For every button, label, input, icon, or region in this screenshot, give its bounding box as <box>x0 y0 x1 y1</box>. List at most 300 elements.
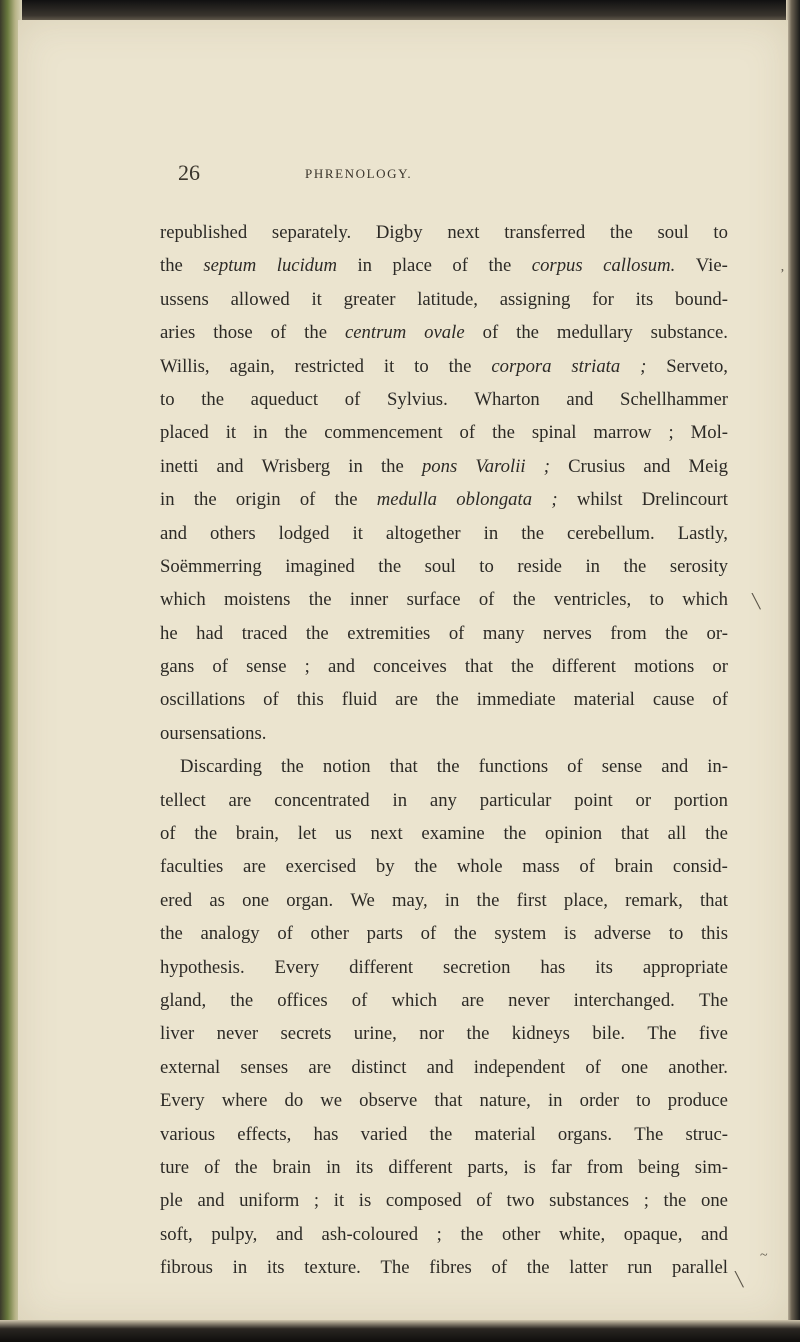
text-word: for <box>592 288 614 310</box>
text-word: whilst <box>576 489 623 511</box>
text-word: cerebellum. <box>567 522 655 544</box>
text-line <box>160 1118 728 1151</box>
text-word: independent <box>473 1056 566 1078</box>
text-line <box>160 817 728 850</box>
text-word: medulla <box>376 489 437 511</box>
text-word: to <box>479 555 494 577</box>
text-word: opaque, <box>623 1223 683 1245</box>
text-word: Willis, <box>160 355 210 377</box>
margin-mark: ’ <box>780 267 785 282</box>
text-word: in <box>444 889 460 911</box>
text-word: senses <box>240 1056 289 1078</box>
text-word: other <box>310 923 349 945</box>
margin-mark: ╲ <box>735 1273 744 1288</box>
text-line <box>160 216 728 249</box>
text-word: run <box>627 1257 653 1279</box>
text-word: the <box>488 255 512 277</box>
text-word: placed <box>160 422 209 444</box>
text-word: system <box>494 923 547 945</box>
text-word: the <box>665 622 688 644</box>
text-word: parallel <box>671 1257 728 1279</box>
text-line <box>160 1151 728 1184</box>
margin-mark: ╲ <box>752 595 761 610</box>
text-word: inner <box>349 589 389 611</box>
text-word: two <box>506 1190 535 1212</box>
text-word: this <box>700 923 728 945</box>
text-word: The <box>634 1123 664 1145</box>
text-word: concentrated <box>274 789 370 811</box>
text-word: origin <box>235 489 281 511</box>
text-word: it <box>311 288 322 310</box>
text-word: its <box>266 1257 285 1279</box>
text-word: the <box>466 1023 490 1045</box>
text-word: the <box>308 589 332 611</box>
scan-right-edge <box>786 0 800 1342</box>
text-word: in <box>326 1156 341 1178</box>
text-word: ussens <box>160 288 209 310</box>
text-word: marrow <box>593 422 652 444</box>
text-word: Sylvius. <box>386 388 448 410</box>
text-word: cause <box>652 689 695 711</box>
text-word: altogether <box>385 522 461 544</box>
text-word: substances <box>549 1190 630 1212</box>
text-word: the <box>521 522 545 544</box>
text-word: and <box>426 1056 454 1078</box>
text-line <box>160 1084 728 1117</box>
text-word: ; <box>551 489 558 511</box>
text-word: all <box>667 823 687 845</box>
text-word: fluid <box>341 689 378 711</box>
text-word: of <box>160 823 176 845</box>
text-word: of <box>420 923 437 945</box>
body-text <box>160 216 728 1285</box>
text-word: aries <box>160 322 196 344</box>
text-word: ; <box>643 1190 649 1212</box>
text-word: secretion <box>443 956 511 978</box>
text-word: the <box>378 555 402 577</box>
text-word: spinal <box>531 422 577 444</box>
text-word: brain, <box>235 823 279 845</box>
text-word: brain <box>614 856 654 878</box>
text-word: exercised <box>285 856 357 878</box>
text-word: next <box>370 823 403 845</box>
text-word: the <box>429 1123 453 1145</box>
text-word: struc- <box>685 1123 728 1145</box>
text-word: of <box>448 622 465 644</box>
text-word: septum <box>203 255 257 277</box>
text-word: ; <box>313 1190 320 1212</box>
text-line <box>160 1218 728 1251</box>
text-word: are <box>243 856 266 878</box>
text-word: Mol- <box>690 422 728 444</box>
text-word: another. <box>668 1056 728 1078</box>
text-word: different <box>349 956 414 978</box>
text-word: as <box>209 889 225 911</box>
text-word: The <box>380 1257 410 1279</box>
text-word: it <box>383 355 395 377</box>
text-word: in <box>160 489 175 511</box>
text-word: the <box>448 355 472 377</box>
text-word: Vie- <box>695 255 728 277</box>
text-word: oblongata <box>456 489 533 511</box>
text-word: Schellhammer <box>620 388 728 410</box>
text-word: secrets <box>280 1023 332 1045</box>
text-word: ash-coloured <box>321 1223 419 1245</box>
text-word: extremities <box>347 622 431 644</box>
text-word: which <box>160 589 206 611</box>
text-word: from <box>610 622 647 644</box>
text-word: whole <box>456 856 503 878</box>
text-word: which <box>682 589 728 611</box>
text-line <box>160 650 728 683</box>
text-word: gans <box>160 656 195 678</box>
text-line <box>160 884 728 917</box>
text-word: the <box>516 322 539 344</box>
text-word: observe <box>359 1090 418 1112</box>
text-word: nor <box>419 1023 445 1045</box>
text-word: and <box>643 455 671 477</box>
text-word: examine <box>421 823 485 845</box>
text-word: the <box>623 555 647 577</box>
text-word: in <box>357 255 373 277</box>
text-word: of <box>459 422 476 444</box>
text-word: striata <box>571 355 621 377</box>
text-word: that <box>464 656 493 678</box>
text-line <box>160 316 728 349</box>
text-word: ovale <box>424 322 465 344</box>
text-word: in <box>483 522 499 544</box>
text-line <box>160 951 728 984</box>
text-word: Serveto, <box>666 355 728 377</box>
text-word: of <box>452 255 468 277</box>
text-word: sim- <box>694 1156 728 1178</box>
text-word: of <box>212 656 228 678</box>
text-word: greater <box>343 288 396 310</box>
text-word: aqueduct <box>250 388 319 410</box>
text-word: may, <box>391 889 428 911</box>
text-word: motions <box>634 656 695 678</box>
text-word: Wharton <box>474 388 540 410</box>
text-word: the <box>281 756 304 778</box>
text-word: point <box>574 789 613 811</box>
text-word: external <box>160 1056 221 1078</box>
text-word: to <box>636 1090 651 1112</box>
text-word: and <box>661 756 689 778</box>
text-word: the <box>476 889 500 911</box>
text-word: in <box>348 455 363 477</box>
text-word: corpora <box>491 355 552 377</box>
text-word: centrum <box>344 322 407 344</box>
text-word: first <box>516 889 547 911</box>
text-word: white, <box>558 1223 606 1245</box>
text-word: sense <box>601 756 643 778</box>
text-word: had <box>196 622 224 644</box>
text-word: the <box>460 1223 484 1245</box>
text-word: the <box>201 388 225 410</box>
text-word: separately. <box>271 222 352 243</box>
text-word: Every <box>274 956 320 978</box>
text-word: let <box>297 823 317 845</box>
text-word: many <box>482 622 525 644</box>
text-word: ; <box>436 1223 442 1245</box>
text-word: its <box>355 1156 374 1178</box>
text-word: moistens <box>223 589 291 611</box>
text-word: by <box>375 856 395 878</box>
text-word: particular <box>479 789 552 811</box>
text-word: in <box>547 1090 563 1112</box>
text-word: ture <box>160 1156 190 1178</box>
text-word: Discarding <box>180 756 262 778</box>
text-word: nature, <box>479 1090 531 1112</box>
text-word: fibrous <box>160 1257 213 1279</box>
page-number: 26 <box>178 160 200 185</box>
text-word: are <box>308 1056 332 1078</box>
text-word: the <box>230 989 254 1011</box>
text-word: Crusius <box>568 455 626 477</box>
text-word: again, <box>229 355 275 377</box>
text-word: has <box>540 956 566 978</box>
text-word: the <box>453 923 477 945</box>
text-word: sense <box>246 656 287 678</box>
text-word: different <box>551 656 616 678</box>
text-word: of <box>344 388 361 410</box>
text-word: soul <box>657 222 689 243</box>
text-word: ; <box>543 455 550 477</box>
text-line <box>160 1184 728 1217</box>
text-word: the <box>305 622 329 644</box>
text-line <box>160 416 728 449</box>
text-word: it <box>352 522 363 544</box>
text-word: latter <box>569 1257 608 1279</box>
text-word: far <box>551 1156 572 1178</box>
text-word: ventricles, <box>553 589 632 611</box>
text-word: The <box>647 1023 677 1045</box>
text-word: offices <box>277 989 328 1011</box>
text-word: pulpy, <box>211 1223 258 1245</box>
text-word: tellect <box>160 789 206 811</box>
text-word: us <box>335 823 352 845</box>
text-word: to <box>713 222 728 243</box>
text-word: of <box>585 1056 601 1078</box>
text-word: opinion <box>545 823 603 845</box>
text-word: fibres <box>429 1257 472 1279</box>
text-word: functions <box>478 756 549 778</box>
text-word: transferred <box>504 222 586 243</box>
text-word: brain <box>272 1156 312 1178</box>
text-word: that <box>389 756 418 778</box>
text-line <box>160 617 728 650</box>
text-word: latitude, <box>417 288 478 310</box>
text-word: others <box>209 522 256 544</box>
text-word: other <box>501 1223 541 1245</box>
text-word: Digby <box>375 222 423 243</box>
text-word: place <box>392 255 432 277</box>
text-word: its <box>635 288 654 310</box>
text-line <box>160 683 728 716</box>
text-line <box>160 249 728 282</box>
text-word: to <box>668 923 684 945</box>
text-word: five <box>698 1023 728 1045</box>
margin-mark: ~ <box>760 1248 768 1263</box>
text-word: kidneys <box>511 1023 570 1045</box>
text-word: in- <box>707 756 728 778</box>
text-word: being <box>638 1156 680 1178</box>
text-word: interchanged. <box>573 989 675 1011</box>
text-word: where <box>221 1090 268 1112</box>
text-word: are <box>395 689 418 711</box>
text-word: that <box>434 1090 463 1112</box>
text-word: distinct <box>351 1056 407 1078</box>
text-word: medullary <box>556 322 633 344</box>
text-word: reside <box>517 555 562 577</box>
text-word: and <box>701 1223 728 1245</box>
text-word: which <box>391 989 438 1011</box>
text-line <box>160 383 728 416</box>
text-line <box>160 850 728 883</box>
text-word: our <box>160 722 185 744</box>
text-line <box>160 784 728 817</box>
text-word: that <box>620 823 649 845</box>
text-word: surface <box>406 589 461 611</box>
text-word: hypothesis. <box>160 956 245 978</box>
text-word: the <box>492 422 515 444</box>
page-header <box>18 160 788 190</box>
text-word: ; <box>668 422 674 444</box>
text-word: never <box>508 989 550 1011</box>
text-word: Wrisberg <box>261 455 331 477</box>
text-line <box>160 483 728 516</box>
text-word: bile. <box>592 1023 626 1045</box>
text-word: consid- <box>672 856 728 878</box>
text-word: composed <box>385 1190 462 1212</box>
text-line <box>160 1051 728 1084</box>
scan-bottom-edge <box>0 1320 800 1342</box>
text-word: notion <box>322 756 371 778</box>
text-word: parts, <box>467 1156 509 1178</box>
text-word: the <box>193 489 217 511</box>
text-word: and <box>566 388 594 410</box>
text-line <box>160 517 728 550</box>
text-word: ; <box>304 656 310 678</box>
text-word: Lastly, <box>677 522 728 544</box>
text-word: the <box>512 589 536 611</box>
text-word: adverse <box>594 923 652 945</box>
text-word: those <box>213 322 253 344</box>
text-word: of <box>478 589 495 611</box>
text-word: this <box>296 689 324 711</box>
text-word: nerves <box>542 622 592 644</box>
text-line <box>160 1251 728 1284</box>
text-word: the <box>284 422 308 444</box>
text-word: the <box>234 1156 258 1178</box>
text-word: The <box>698 989 728 1011</box>
text-word: of <box>482 322 499 344</box>
text-word: Soëmmerring <box>160 555 262 577</box>
text-word: order <box>579 1090 620 1112</box>
text-word: soul <box>424 555 456 577</box>
text-word: any <box>429 789 457 811</box>
running-title: PHRENOLOGY. <box>305 166 413 181</box>
text-line <box>160 717 728 750</box>
text-word: ; <box>640 355 647 377</box>
text-word: ple <box>160 1190 183 1212</box>
text-word: are <box>461 989 485 1011</box>
text-word: its <box>595 956 613 978</box>
text-word: the <box>511 656 534 678</box>
text-word: portion <box>673 789 728 811</box>
text-word: are <box>228 789 252 811</box>
text-word: is <box>358 1190 372 1212</box>
text-word: organ. <box>286 889 334 911</box>
text-word: imagined <box>285 555 355 577</box>
text-line <box>160 1017 728 1050</box>
text-word: one <box>700 1190 728 1212</box>
text-word: of <box>491 1257 508 1279</box>
text-word: commencement <box>324 422 443 444</box>
text-word: in <box>232 1257 248 1279</box>
text-word: Meig <box>688 455 728 477</box>
text-word: appropriate <box>642 956 728 978</box>
text-word: various <box>160 1123 216 1145</box>
text-word: the <box>160 923 183 945</box>
text-word: restricted <box>294 355 365 377</box>
text-word: lucidum <box>276 255 337 277</box>
text-word: inetti <box>160 455 199 477</box>
text-word: allowed <box>230 288 290 310</box>
text-word: the <box>705 823 728 845</box>
text-word: or <box>712 656 728 678</box>
text-word: and <box>327 656 355 678</box>
text-word: we <box>320 1090 343 1112</box>
text-word: and <box>160 522 187 544</box>
text-word: analogy <box>200 923 260 945</box>
text-word: in <box>585 555 600 577</box>
text-word: and <box>197 1190 225 1212</box>
text-line <box>160 283 728 316</box>
text-word: callosum. <box>603 255 676 277</box>
text-word: the <box>380 455 404 477</box>
text-word: immediate <box>476 689 556 711</box>
text-word: urine, <box>353 1023 397 1045</box>
text-word: to <box>649 589 664 611</box>
text-word: bound- <box>675 288 728 310</box>
text-word: Varolii <box>475 455 526 477</box>
text-word: faculties <box>160 856 224 878</box>
text-word: Every <box>160 1090 205 1112</box>
text-word: the <box>304 322 328 344</box>
text-word: has <box>313 1123 339 1145</box>
text-word: of <box>567 756 583 778</box>
text-word: place, <box>563 889 608 911</box>
text-line <box>160 917 728 950</box>
text-word: liver <box>160 1023 195 1045</box>
text-word: ered <box>160 889 193 911</box>
text-line <box>160 350 728 383</box>
text-word: it <box>333 1190 345 1212</box>
text-word: the <box>436 756 460 778</box>
text-word: traced <box>241 622 288 644</box>
text-word: the <box>160 255 183 277</box>
text-word: material <box>474 1123 536 1145</box>
text-word: gland, <box>160 989 207 1011</box>
text-word: uniform <box>239 1190 300 1212</box>
book-page <box>18 20 788 1322</box>
text-word: it <box>225 422 237 444</box>
text-word: assigning <box>499 288 571 310</box>
text-word: or <box>635 789 652 811</box>
text-word: one <box>621 1056 649 1078</box>
text-word: the <box>663 1190 687 1212</box>
